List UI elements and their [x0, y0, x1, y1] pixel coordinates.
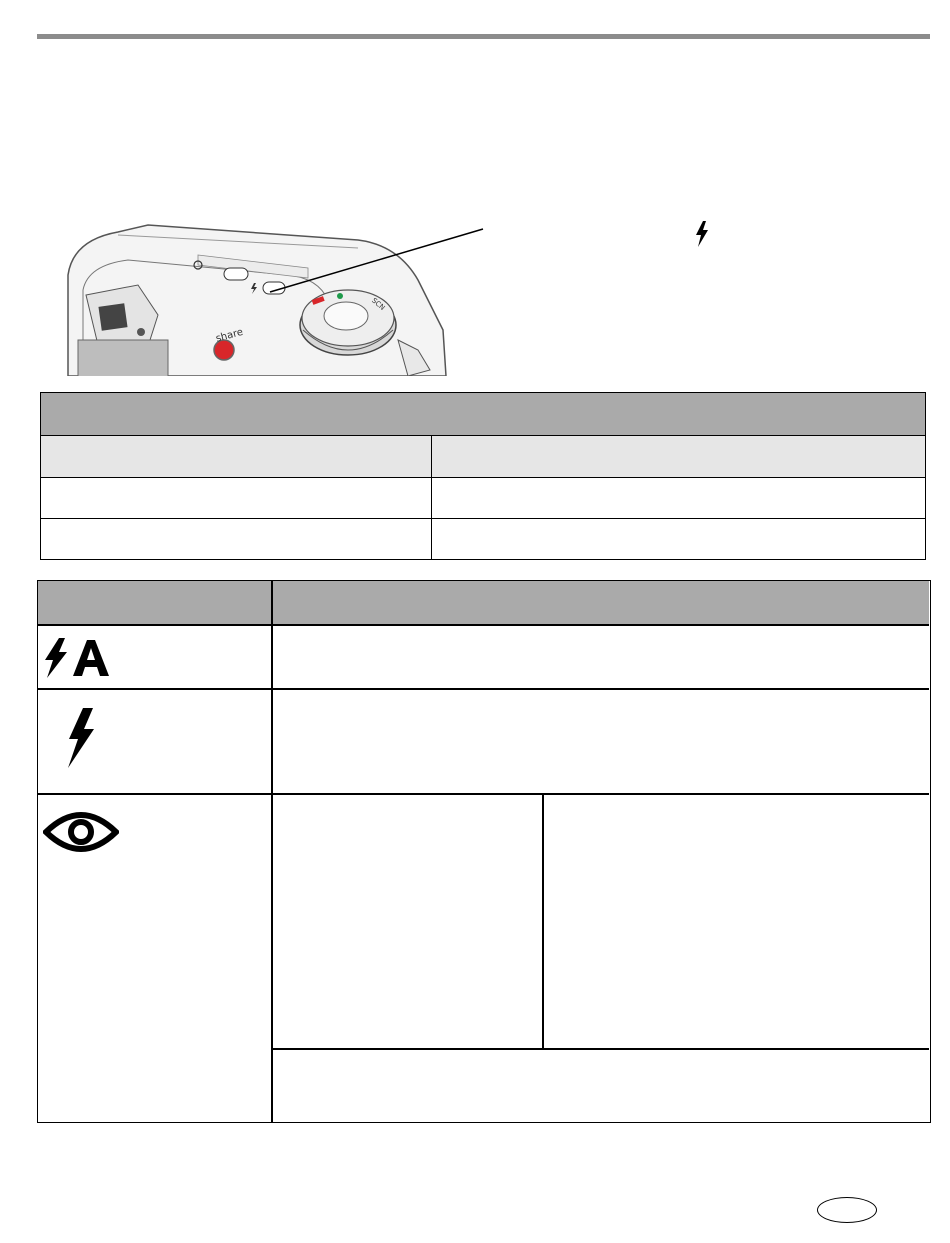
red-eye-icon [43, 808, 119, 856]
dial-label: SCN [370, 296, 387, 313]
top-rule [37, 34, 930, 39]
settings-table-cell [432, 519, 926, 560]
camera-top-illustration [58, 220, 448, 376]
settings-table-cell [41, 478, 432, 519]
row-divider [272, 1048, 929, 1050]
share-label: share [214, 326, 245, 345]
column-divider [271, 581, 273, 1122]
settings-table-header [41, 393, 926, 436]
row-divider [38, 688, 929, 690]
row-divider [38, 793, 929, 795]
flash-icon [692, 220, 712, 248]
flash-fill-icon [63, 707, 99, 769]
settings-table-subheader-left [41, 436, 432, 478]
settings-table-cell [41, 519, 432, 560]
flash-modes-table [37, 580, 931, 1123]
row-divider [38, 624, 929, 626]
page-number-badge [817, 1197, 877, 1223]
settings-table-subheader-right [432, 436, 926, 478]
flash-modes-header [38, 581, 929, 624]
settings-table [40, 392, 926, 560]
column-divider [542, 793, 544, 1049]
flash-auto-icon [43, 636, 115, 680]
settings-table-cell [432, 478, 926, 519]
